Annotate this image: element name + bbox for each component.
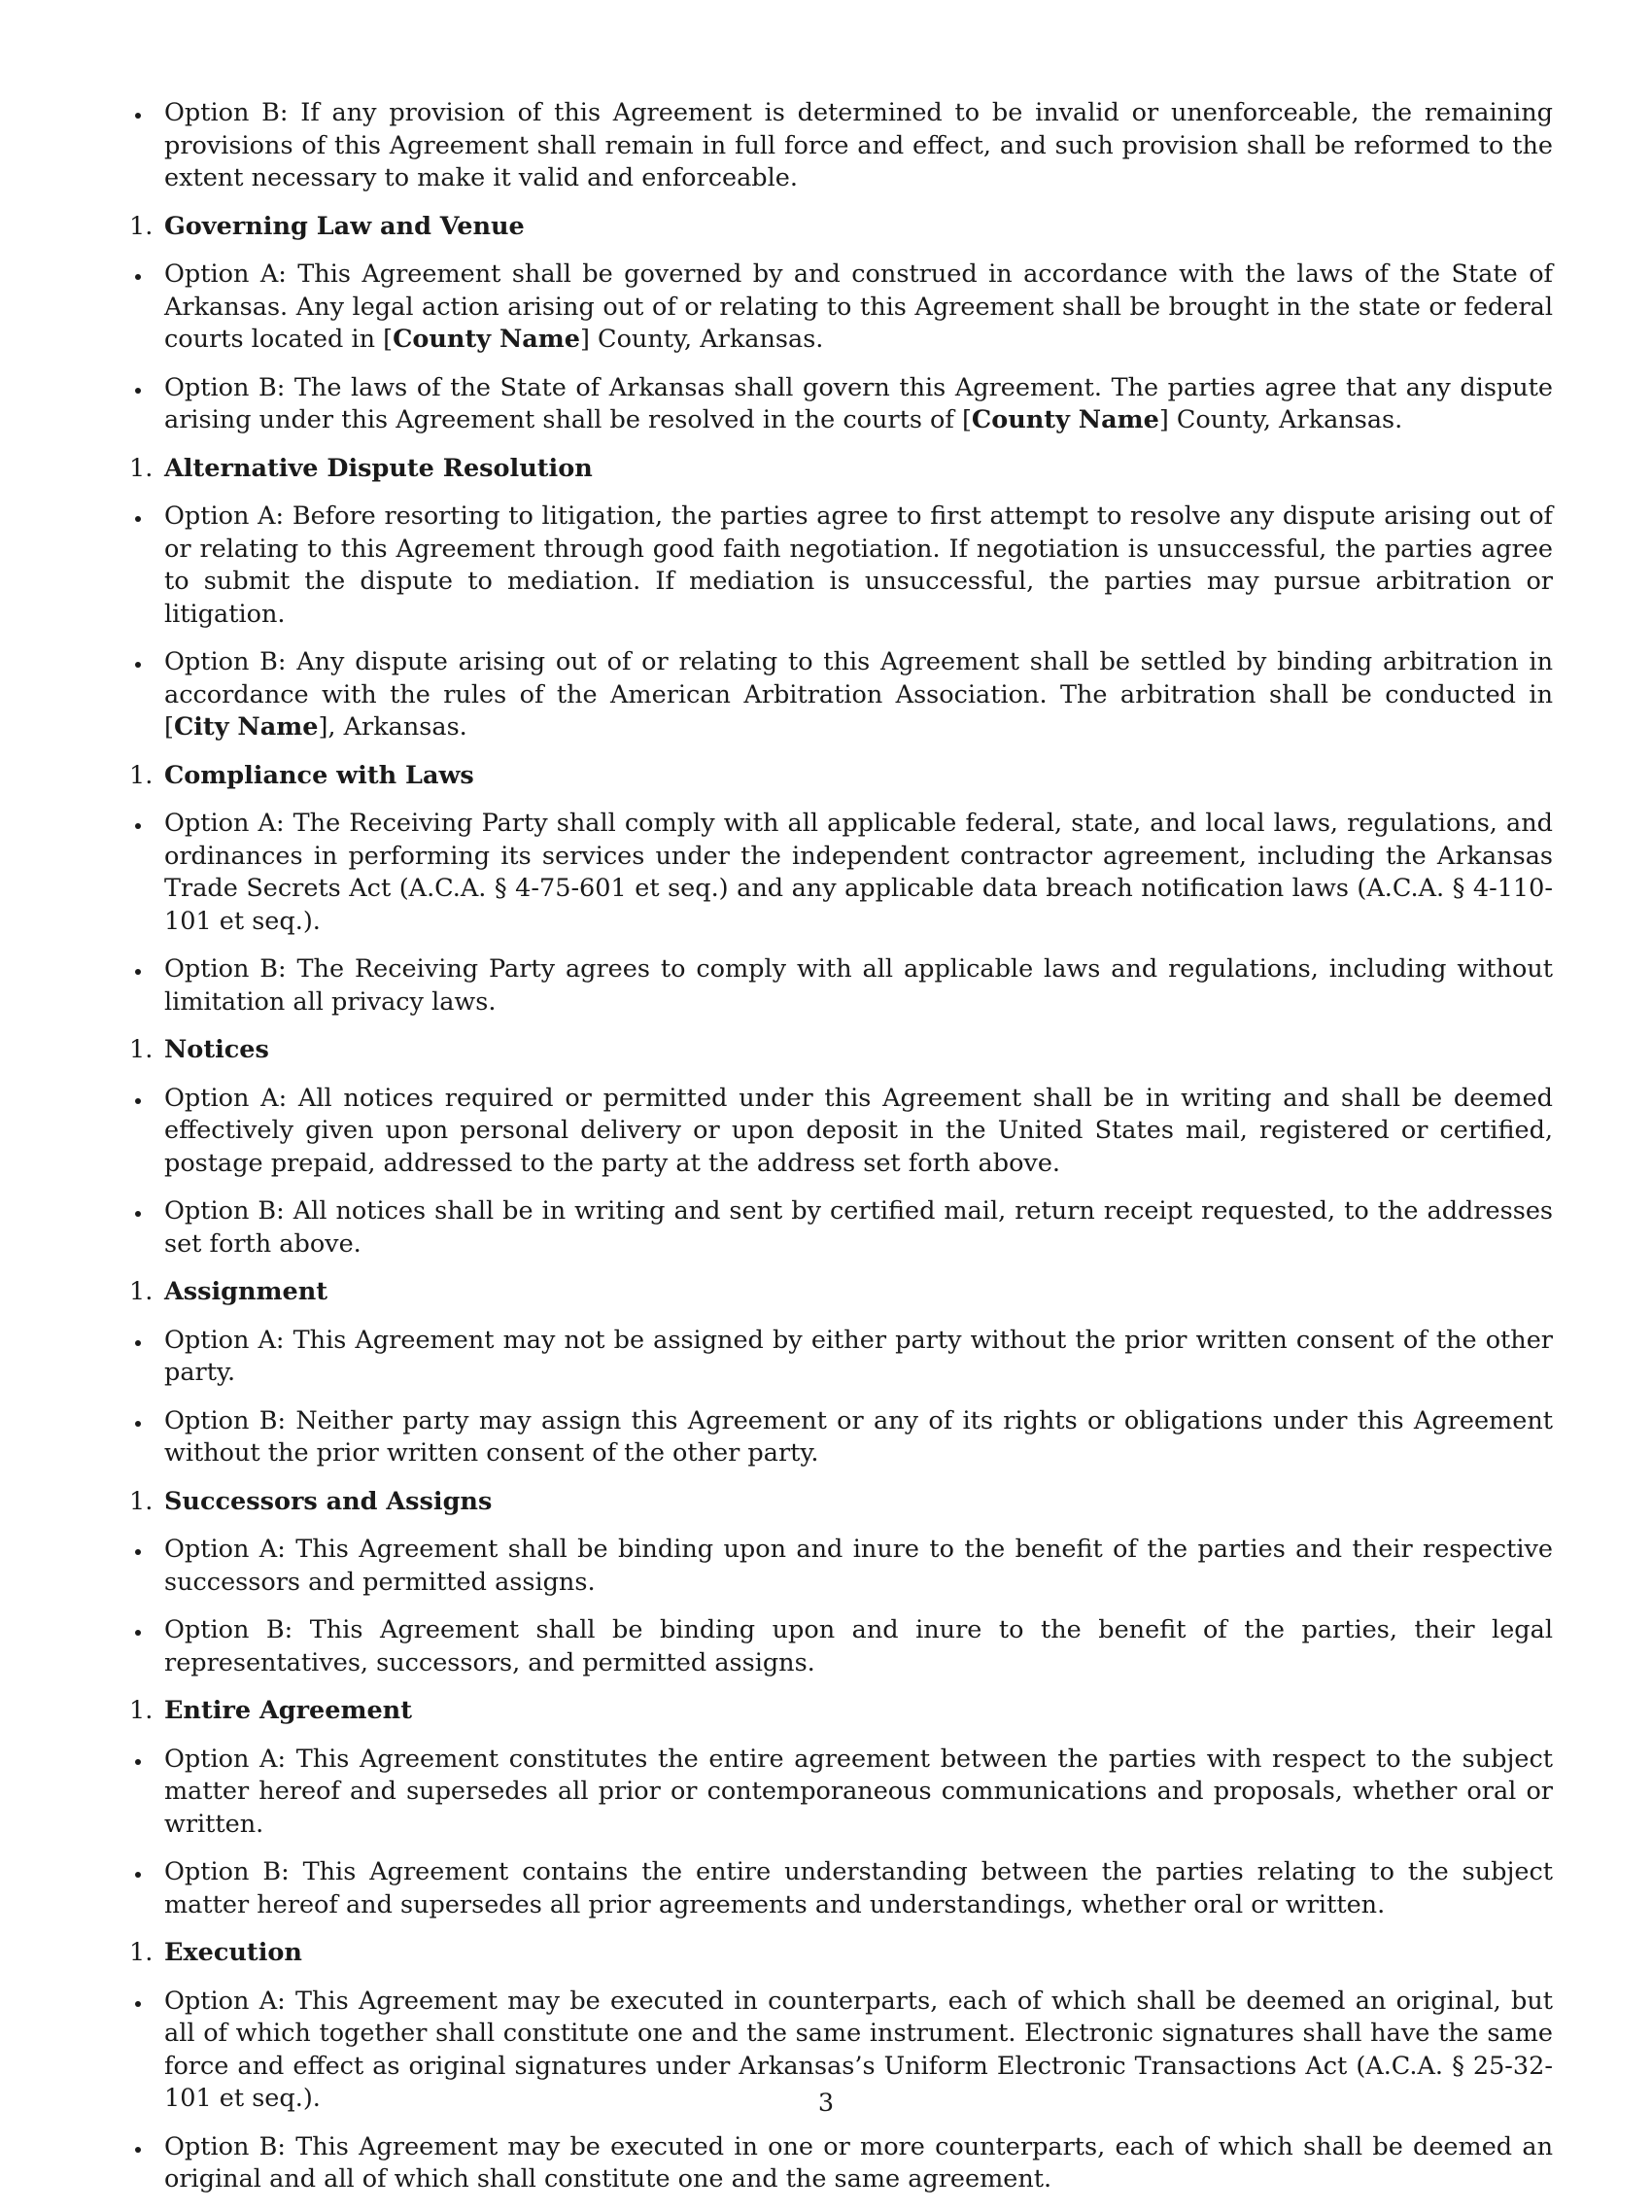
section-title: Execution <box>164 1938 302 1967</box>
option-text <box>164 97 1553 195</box>
option-text <box>164 646 1553 744</box>
option-text <box>164 953 1553 1019</box>
bullet-icon <box>135 1549 141 1555</box>
section-number: 1. <box>129 453 154 483</box>
text-segment: Option B: This Agreement may be executed in one or more counterparts, each of which shall be deemed an original and all of which shall constitute one and the same agreement. <box>164 2131 1553 2194</box>
option-list-item <box>129 953 1553 1019</box>
bullet-icon <box>135 1211 141 1217</box>
section-title: Compliance with Laws <box>164 760 474 790</box>
option-list-item <box>129 1325 1553 1390</box>
bullet-icon <box>135 516 141 522</box>
text-segment: Option B: If any provision of this Agreement is determined to be invalid or unenforceable, the remaining provisions of this Agreement shall remain in full force and effect, and such provision shall be reformed to the extent necessary to make it valid and enforceable. <box>164 98 1553 192</box>
text-segment: Option A: This Agreement shall be binding upon and inure to the benefit of the parties and their respective successors and permitted assigns. <box>164 1535 1553 1597</box>
option-list-item <box>129 501 1553 631</box>
bullet-icon <box>135 2147 141 2153</box>
option-text <box>164 372 1553 437</box>
option-text <box>164 1614 1553 1679</box>
option-text <box>164 1405 1553 1470</box>
text-segment: ] County, Arkansas. <box>580 325 824 354</box>
option-text <box>164 1195 1553 1261</box>
bullet-icon <box>135 969 141 975</box>
section-heading <box>129 1695 1553 1728</box>
bullet-icon <box>135 662 141 668</box>
text-segment: ] County, Arkansas. <box>1158 405 1403 434</box>
section-heading <box>129 760 1553 793</box>
text-segment: Option A: This Agreement constitutes the entire agreement between the parties with respect to the subject matter hereof and supersedes all prior or contemporaneous communications and proposals, whether oral or written. <box>164 1744 1553 1839</box>
section-heading <box>129 1276 1553 1309</box>
section-heading <box>129 1937 1553 1970</box>
option-list-item <box>129 646 1553 744</box>
text-segment: Option A: This Agreement may be executed in counterparts, each of which shall be deemed an original, but all of which together shall constitute one and the same instrument. Electronic signatures shall have the same force and effect as original signatures under Arkansas’s Uniform Electronic Transactions Act (A.C.A. § 25-32-101 et seq.). <box>164 1986 1553 2113</box>
document-body <box>129 97 1553 2212</box>
option-text <box>164 1534 1553 1599</box>
option-list-item <box>129 1083 1553 1181</box>
text-segment: Option A: This Agreement may not be assigned by either party without the prior written consent of the other party. <box>164 1325 1553 1387</box>
section-number: 1. <box>129 1696 154 1725</box>
text-segment: Option A: This Agreement shall be governed by and construed in accordance with the laws of the State of Arkansas. Any legal action arising out of or relating to this Agreement shall be brought in the state or federal courts located in <box>164 259 1553 354</box>
option-list-item <box>129 1195 1553 1261</box>
bullet-icon <box>135 1759 141 1765</box>
text-segment: Option B: All notices shall be in writing and sent by certified mail, return receipt requested, to the addresses set forth above. <box>164 1196 1553 1259</box>
section-number: 1. <box>129 1277 154 1306</box>
option-list-item <box>129 1614 1553 1679</box>
option-list-item <box>129 1405 1553 1470</box>
option-text <box>164 1744 1553 1842</box>
option-text <box>164 1325 1553 1390</box>
option-list-item <box>129 808 1553 938</box>
option-text <box>164 1856 1553 1921</box>
section-number: 1. <box>129 1486 154 1516</box>
section-title: Governing Law and Venue <box>164 211 525 241</box>
text-segment: Option A: The Receiving Party shall comply with all applicable federal, state, and local laws, regulations, and ordinances in performing its services under the independent contractor agreement, including the Arkansas Trade Secrets Act (A.C.A. § 4-75-601 et seq.) and any applicable data breach notification laws (A.C.A. § 4-110-101 et seq.). <box>164 809 1553 936</box>
text-segment: Option B: Any dispute arising out of or relating to this Agreement shall be settled by binding arbitration in accordance with the rules of the American Arbitration Association. The arbitration shall be conducted in [ <box>164 647 1553 742</box>
page-number: 3 <box>817 2089 835 2118</box>
bullet-icon <box>135 113 141 119</box>
section-heading <box>129 211 1553 244</box>
bullet-icon <box>135 1098 141 1104</box>
section-number: 1. <box>129 760 154 790</box>
section-heading <box>129 1034 1553 1067</box>
text-segment: Option B: Neither party may assign this Agreement or any of its rights or obligations under this Agreement without the prior written consent of the other party. <box>164 1405 1553 1468</box>
option-list-item <box>129 1534 1553 1599</box>
placeholder-text: County Name <box>393 325 580 354</box>
option-text <box>164 2131 1553 2196</box>
placeholder-text: City Name <box>173 712 319 742</box>
placeholder-text: County Name <box>971 405 1159 434</box>
section-title: Assignment <box>164 1277 328 1306</box>
bullet-icon <box>135 388 141 394</box>
text-segment: Option B: This Agreement shall be binding upon and inure to the benefit of the parties, their legal representatives, successors, and permitted assigns. <box>164 1615 1553 1677</box>
bullet-icon <box>135 823 141 829</box>
text-segment: Option B: The laws of the State of Arkansas shall govern this Agreement. The parties agree that any dispute arising under this Agreement shall be resolved in the courts of [ <box>164 372 1553 434</box>
section-number: 1. <box>129 1035 154 1064</box>
option-list-item <box>129 97 1553 195</box>
section-number: 1. <box>129 211 154 241</box>
section-title: Alternative Dispute Resolution <box>164 453 593 483</box>
bullet-icon <box>135 1421 141 1427</box>
section-heading <box>129 453 1553 486</box>
text-segment: Option B: The Receiving Party agrees to comply with all applicable laws and regulations, including without limitation all privacy laws. <box>164 954 1553 1017</box>
bullet-icon <box>135 1340 141 1346</box>
text-segment: Option A: Before resorting to litigation, the parties agree to first attempt to resolve any dispute arising out of or relating to this Agreement through good faith negotiation. If negotiation is unsuccessful, the parties agree to submit the dispute to mediation. If mediation is unsuccessful, the parties may pursue arbitration or litigation. <box>164 501 1553 629</box>
section-title: Successors and Assigns <box>164 1486 493 1516</box>
text-segment: Option A: All notices required or permitted under this Agreement shall be in writing and shall be deemed effectively given upon personal delivery or upon deposit in the United States mail, registered or certified, postage prepaid, addressed to the party at the address set forth above. <box>164 1083 1553 1178</box>
option-list-item <box>129 2131 1553 2196</box>
option-list-item <box>129 1744 1553 1842</box>
section-title: Notices <box>164 1035 269 1064</box>
option-list-item <box>129 259 1553 357</box>
bullet-icon <box>135 2001 141 2007</box>
section-title: Entire Agreement <box>164 1696 412 1725</box>
option-list-item <box>129 372 1553 437</box>
option-text <box>164 501 1553 631</box>
option-list-item <box>129 1856 1553 1921</box>
section-number: 1. <box>129 1938 154 1967</box>
bullet-icon <box>135 274 141 280</box>
bullet-icon <box>135 1630 141 1636</box>
section-heading <box>129 1486 1553 1519</box>
text-segment: ], Arkansas. <box>318 712 467 742</box>
text-segment: [ <box>383 325 394 354</box>
bullet-icon <box>135 1872 141 1878</box>
option-text <box>164 1083 1553 1181</box>
text-segment: Option B: This Agreement contains the entire understanding between the parties relating to the subject matter hereof and supersedes all prior agreements and understandings, whether oral or written. <box>164 1857 1553 1919</box>
option-text <box>164 259 1553 357</box>
option-text <box>164 808 1553 938</box>
